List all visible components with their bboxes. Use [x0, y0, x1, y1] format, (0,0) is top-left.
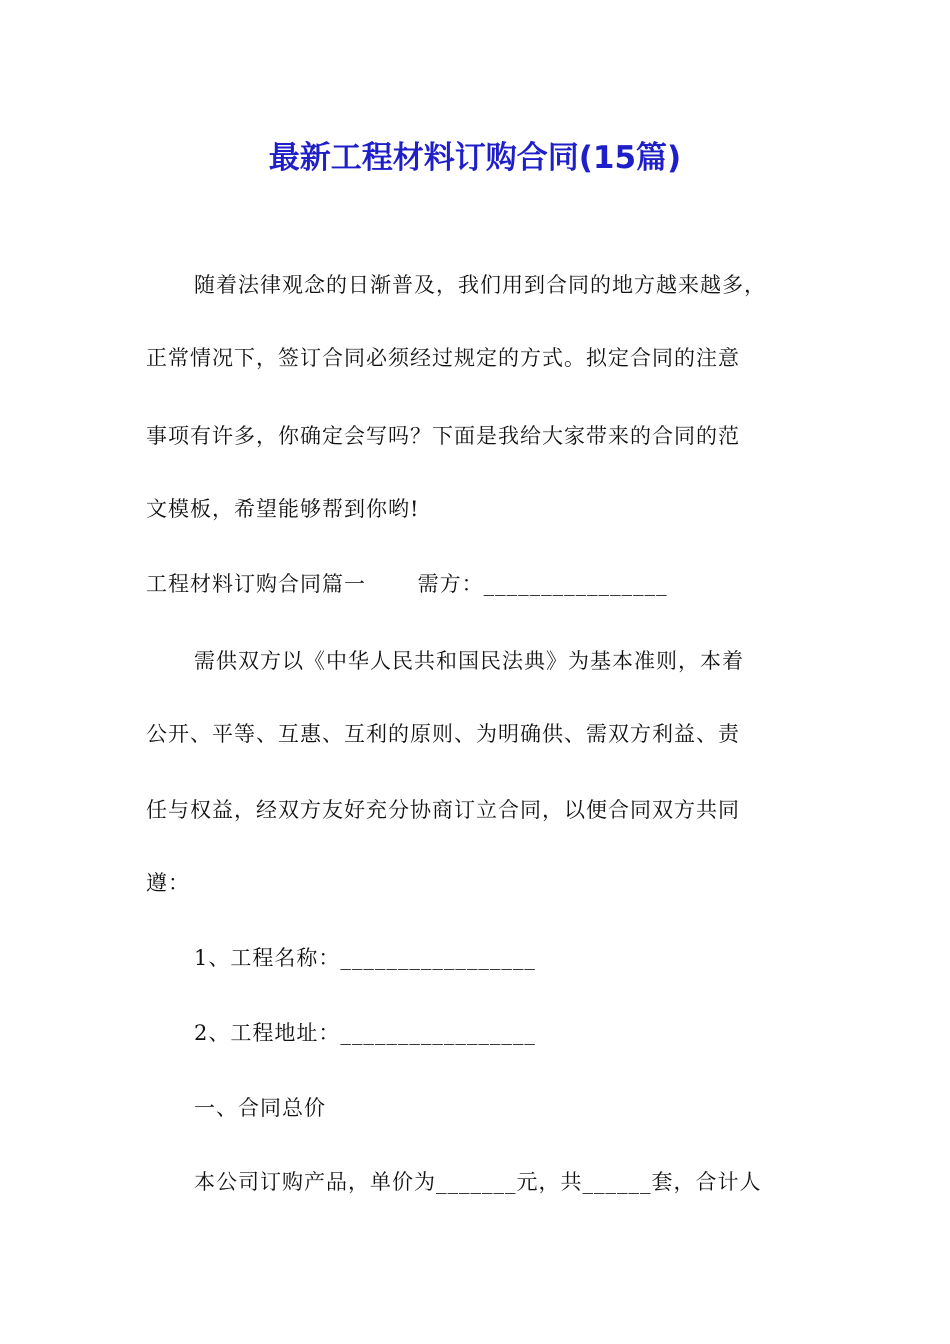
paragraph-line: 任与权益，经双方友好充分协商订立合同，以便合同双方共同: [146, 798, 740, 822]
project-name-field: 1、工程名称：_________________: [194, 946, 536, 970]
document-title: 最新工程材料订购合同(15篇): [268, 140, 682, 176]
paragraph-line: 需供双方以《中华人民共和国民法典》为基本准则，本着: [194, 649, 744, 673]
paragraph-line: 公开、平等、互惠、互利的原则、为明确供、需双方利益、责: [146, 722, 740, 746]
paragraph-line: 正常情况下，签订合同必须经过规定的方式。拟定合同的注意: [146, 346, 740, 370]
paragraph-line: 随着法律观念的日渐普及，我们用到合同的地方越来越多，: [194, 273, 766, 297]
total-price-line: 本公司订购产品，单价为_______元，共______套，合计人: [194, 1170, 762, 1194]
paragraph-line: 遵：: [146, 871, 190, 895]
paragraph-line: 文模板，希望能够帮到你哟!: [146, 497, 420, 521]
project-address-field: 2、工程地址：_________________: [194, 1021, 536, 1045]
section-heading-line: 工程材料订购合同篇一 需方：________________: [146, 572, 668, 596]
total-price-heading: 一、合同总价: [194, 1096, 326, 1120]
paragraph-line: 事项有许多，你确定会写吗？下面是我给大家带来的合同的范: [146, 424, 740, 448]
